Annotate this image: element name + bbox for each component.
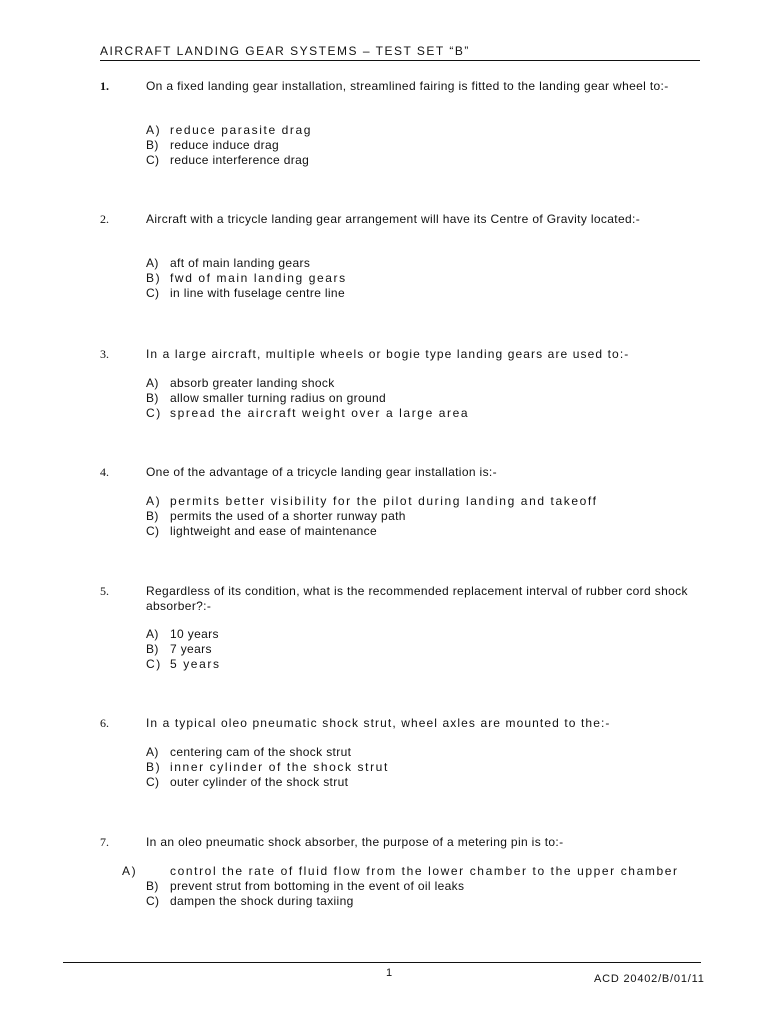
option-b bbox=[146, 271, 700, 286]
question-text: Regardless of its condition, what is the recommended replacement interval of rubber cord shock absorber?:- bbox=[146, 584, 688, 613]
option-label: A) bbox=[146, 376, 159, 390]
option-text: lightweight and ease of maintenance bbox=[170, 524, 378, 538]
option-text: centering cam of the shock strut bbox=[170, 745, 352, 759]
option-label: B) bbox=[146, 509, 159, 523]
option-list bbox=[146, 376, 700, 421]
option-b bbox=[146, 642, 700, 657]
option-text: absorb greater landing shock bbox=[170, 376, 335, 390]
option-label: C) bbox=[146, 657, 162, 671]
page-number: 1 bbox=[386, 967, 393, 979]
question-number: 1. bbox=[100, 79, 109, 93]
option-text: reduce interference drag bbox=[170, 153, 310, 167]
option-label: A) bbox=[146, 256, 159, 270]
option-b bbox=[146, 760, 700, 775]
option-c bbox=[146, 524, 700, 539]
question-text: In an oleo pneumatic shock absorber, the purpose of a metering pin is to:- bbox=[146, 835, 564, 849]
question-number: 6. bbox=[100, 716, 109, 730]
document-header-title: AIRCRAFT LANDING GEAR SYSTEMS – TEST SET “B” bbox=[100, 44, 470, 58]
option-b bbox=[146, 509, 700, 524]
option-c bbox=[146, 406, 700, 421]
option-text: permits better visibility for the pilot during landing and takeoff bbox=[170, 494, 598, 508]
question-number: 5. bbox=[100, 584, 109, 598]
option-text: permits the used of a shorter runway path bbox=[170, 509, 406, 523]
question-number: 2. bbox=[100, 212, 109, 226]
question-text: On a fixed landing gear installation, streamlined fairing is fitted to the landing gear wheel to:- bbox=[146, 79, 669, 93]
option-text: inner cylinder of the shock strut bbox=[170, 760, 389, 774]
question-number: 3. bbox=[100, 347, 109, 361]
option-c bbox=[146, 153, 700, 168]
option-list bbox=[146, 494, 700, 539]
option-text: aft of main landing gears bbox=[170, 256, 311, 270]
option-label: C) bbox=[146, 406, 162, 420]
option-a bbox=[146, 745, 700, 760]
option-label: A) bbox=[122, 864, 138, 878]
option-list bbox=[146, 745, 700, 790]
option-text: 5 years bbox=[170, 657, 221, 671]
option-a bbox=[122, 864, 700, 879]
option-text: spread the aircraft weight over a large area bbox=[170, 406, 470, 420]
option-b bbox=[146, 391, 700, 406]
option-c bbox=[146, 657, 700, 672]
option-text: allow smaller turning radius on ground bbox=[170, 391, 387, 405]
option-a bbox=[146, 123, 700, 138]
option-label: C) bbox=[146, 286, 160, 300]
option-text: control the rate of fluid flow from the lower chamber to the upper chamber bbox=[170, 864, 679, 878]
option-a bbox=[146, 627, 700, 642]
option-text: dampen the shock during taxiing bbox=[170, 894, 354, 908]
option-text: 7 years bbox=[170, 642, 212, 656]
option-text: reduce induce drag bbox=[170, 138, 280, 152]
option-list bbox=[122, 864, 700, 909]
option-label: C) bbox=[146, 153, 160, 167]
option-c bbox=[146, 286, 700, 301]
option-label: B) bbox=[146, 760, 162, 774]
option-a bbox=[146, 256, 700, 271]
option-label: C) bbox=[146, 775, 160, 789]
option-label: B) bbox=[146, 642, 159, 656]
option-text: outer cylinder of the shock strut bbox=[170, 775, 349, 789]
option-label: B) bbox=[146, 138, 159, 152]
option-label: A) bbox=[146, 123, 162, 137]
option-list bbox=[146, 627, 700, 672]
option-label: A) bbox=[146, 745, 159, 759]
question-text: In a typical oleo pneumatic shock strut, wheel axles are mounted to the:- bbox=[146, 716, 611, 730]
question-text: In a large aircraft, multiple wheels or bogie type landing gears are used to:- bbox=[146, 347, 630, 361]
option-list bbox=[146, 256, 700, 301]
option-text: fwd of main landing gears bbox=[170, 271, 347, 285]
option-label: B) bbox=[146, 879, 159, 893]
document-code: ACD 20402/B/01/11 bbox=[594, 973, 705, 985]
option-label: B) bbox=[146, 271, 162, 285]
option-label: B) bbox=[146, 391, 159, 405]
option-text: in line with fuselage centre line bbox=[170, 286, 345, 300]
option-a bbox=[146, 494, 700, 509]
question-text: Aircraft with a tricycle landing gear arrangement will have its Centre of Gravity located:- bbox=[146, 212, 641, 226]
question-number: 7. bbox=[100, 835, 109, 849]
option-a bbox=[146, 376, 700, 391]
footer-divider bbox=[63, 962, 701, 963]
option-text: reduce parasite drag bbox=[170, 123, 313, 137]
option-label: C) bbox=[146, 524, 160, 538]
option-b bbox=[146, 879, 700, 894]
option-label: C) bbox=[146, 894, 160, 908]
question-text: One of the advantage of a tricycle landing gear installation is:- bbox=[146, 465, 497, 479]
option-label: A) bbox=[146, 627, 159, 641]
option-list bbox=[146, 123, 700, 168]
option-b bbox=[146, 138, 700, 153]
option-text: 10 years bbox=[170, 627, 219, 641]
option-c bbox=[146, 775, 700, 790]
question-number: 4. bbox=[100, 465, 109, 479]
header-divider bbox=[100, 60, 700, 61]
option-label: A) bbox=[146, 494, 162, 508]
option-text: prevent strut from bottoming in the event of oil leaks bbox=[170, 879, 465, 893]
option-c bbox=[146, 894, 700, 909]
